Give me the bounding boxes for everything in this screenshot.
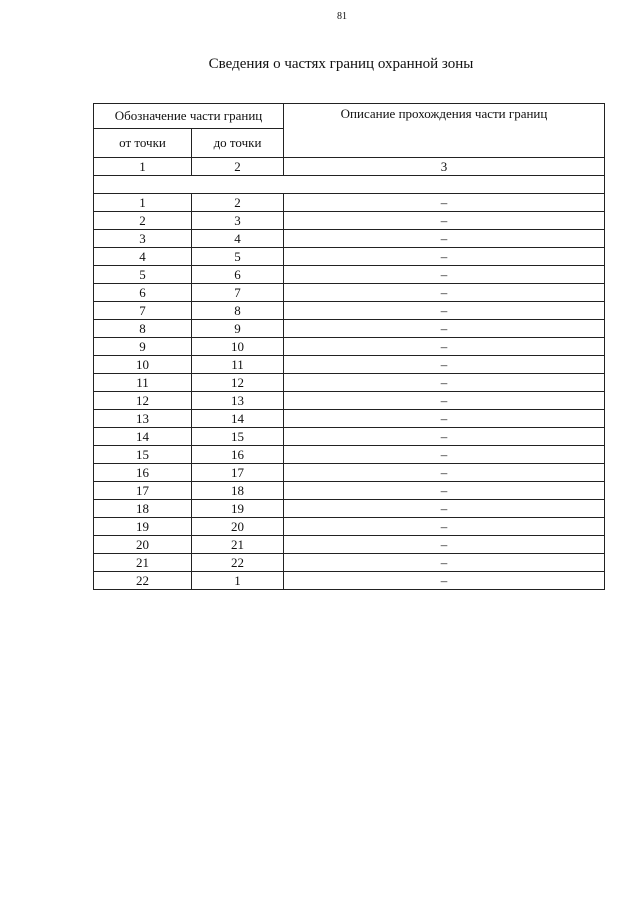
separator-row xyxy=(94,176,605,194)
to-point-cell: 12 xyxy=(192,374,284,392)
description-cell: – xyxy=(284,374,605,392)
from-point-cell: 11 xyxy=(94,374,192,392)
from-point-cell: 5 xyxy=(94,266,192,284)
document-title: Сведения о частях границ охранной зоны xyxy=(208,56,474,72)
to-point-cell: 16 xyxy=(192,446,284,464)
from-point-cell: 2 xyxy=(94,212,192,230)
table-row xyxy=(94,194,605,212)
to-point-cell: 5 xyxy=(192,248,284,266)
description-cell: – xyxy=(284,518,605,536)
from-point-cell: 22 xyxy=(94,572,192,590)
from-point-cell: 10 xyxy=(94,356,192,374)
header-boundary-designation: Обозначение части границ xyxy=(94,104,284,129)
to-point-cell: 1 xyxy=(192,572,284,590)
to-point-cell: 9 xyxy=(192,320,284,338)
description-cell: – xyxy=(284,428,605,446)
description-cell: – xyxy=(284,464,605,482)
description-cell: – xyxy=(284,320,605,338)
boundary-parts-table xyxy=(93,103,605,590)
to-point-cell: 18 xyxy=(192,482,284,500)
from-point-cell: 8 xyxy=(94,320,192,338)
to-point-cell: 10 xyxy=(192,338,284,356)
table-row xyxy=(94,302,605,320)
table-row xyxy=(94,554,605,572)
header-boundary-description: Описание прохождения части границ xyxy=(284,104,605,158)
from-point-cell: 3 xyxy=(94,230,192,248)
from-point-cell: 4 xyxy=(94,248,192,266)
to-point-cell: 15 xyxy=(192,428,284,446)
column-number: 2 xyxy=(192,158,284,176)
to-point-cell: 22 xyxy=(192,554,284,572)
separator-cell xyxy=(94,176,605,194)
table-row xyxy=(94,572,605,590)
description-cell: – xyxy=(284,266,605,284)
description-cell: – xyxy=(284,572,605,590)
table-row xyxy=(94,500,605,518)
table-row xyxy=(94,266,605,284)
table-row xyxy=(94,428,605,446)
table-row xyxy=(94,338,605,356)
table-row xyxy=(94,392,605,410)
table-header-row xyxy=(94,104,605,129)
to-point-cell: 20 xyxy=(192,518,284,536)
from-point-cell: 1 xyxy=(94,194,192,212)
description-cell: – xyxy=(284,230,605,248)
to-point-cell: 3 xyxy=(192,212,284,230)
to-point-cell: 8 xyxy=(192,302,284,320)
from-point-cell: 6 xyxy=(94,284,192,302)
table-row xyxy=(94,482,605,500)
header-from-point: от точки xyxy=(94,129,192,158)
column-number-row xyxy=(94,158,605,176)
description-cell: – xyxy=(284,212,605,230)
to-point-cell: 19 xyxy=(192,500,284,518)
table-row xyxy=(94,374,605,392)
description-cell: – xyxy=(284,536,605,554)
table-row xyxy=(94,410,605,428)
table-row xyxy=(94,356,605,374)
description-cell: – xyxy=(284,554,605,572)
from-point-cell: 7 xyxy=(94,302,192,320)
from-point-cell: 13 xyxy=(94,410,192,428)
description-cell: – xyxy=(284,284,605,302)
from-point-cell: 21 xyxy=(94,554,192,572)
table-row xyxy=(94,464,605,482)
to-point-cell: 7 xyxy=(192,284,284,302)
to-point-cell: 13 xyxy=(192,392,284,410)
from-point-cell: 19 xyxy=(94,518,192,536)
description-cell: – xyxy=(284,194,605,212)
header-to-point: до точки xyxy=(192,129,284,158)
from-point-cell: 18 xyxy=(94,500,192,518)
from-point-cell: 20 xyxy=(94,536,192,554)
from-point-cell: 16 xyxy=(94,464,192,482)
description-cell: – xyxy=(284,302,605,320)
table-row xyxy=(94,248,605,266)
page-number: 81 xyxy=(337,11,347,22)
table-row xyxy=(94,536,605,554)
from-point-cell: 12 xyxy=(94,392,192,410)
description-cell: – xyxy=(284,500,605,518)
to-point-cell: 21 xyxy=(192,536,284,554)
description-cell: – xyxy=(284,446,605,464)
description-cell: – xyxy=(284,392,605,410)
to-point-cell: 4 xyxy=(192,230,284,248)
table-row xyxy=(94,212,605,230)
description-cell: – xyxy=(284,356,605,374)
table-row xyxy=(94,284,605,302)
table-row xyxy=(94,320,605,338)
column-number: 3 xyxy=(284,158,605,176)
table-row xyxy=(94,518,605,536)
to-point-cell: 17 xyxy=(192,464,284,482)
description-cell: – xyxy=(284,248,605,266)
from-point-cell: 17 xyxy=(94,482,192,500)
table-row xyxy=(94,446,605,464)
from-point-cell: 15 xyxy=(94,446,192,464)
table-body xyxy=(94,158,605,590)
description-cell: – xyxy=(284,338,605,356)
description-cell: – xyxy=(284,410,605,428)
table-row xyxy=(94,230,605,248)
description-cell: – xyxy=(284,482,605,500)
from-point-cell: 9 xyxy=(94,338,192,356)
from-point-cell: 14 xyxy=(94,428,192,446)
to-point-cell: 6 xyxy=(192,266,284,284)
to-point-cell: 14 xyxy=(192,410,284,428)
to-point-cell: 11 xyxy=(192,356,284,374)
column-number: 1 xyxy=(94,158,192,176)
to-point-cell: 2 xyxy=(192,194,284,212)
